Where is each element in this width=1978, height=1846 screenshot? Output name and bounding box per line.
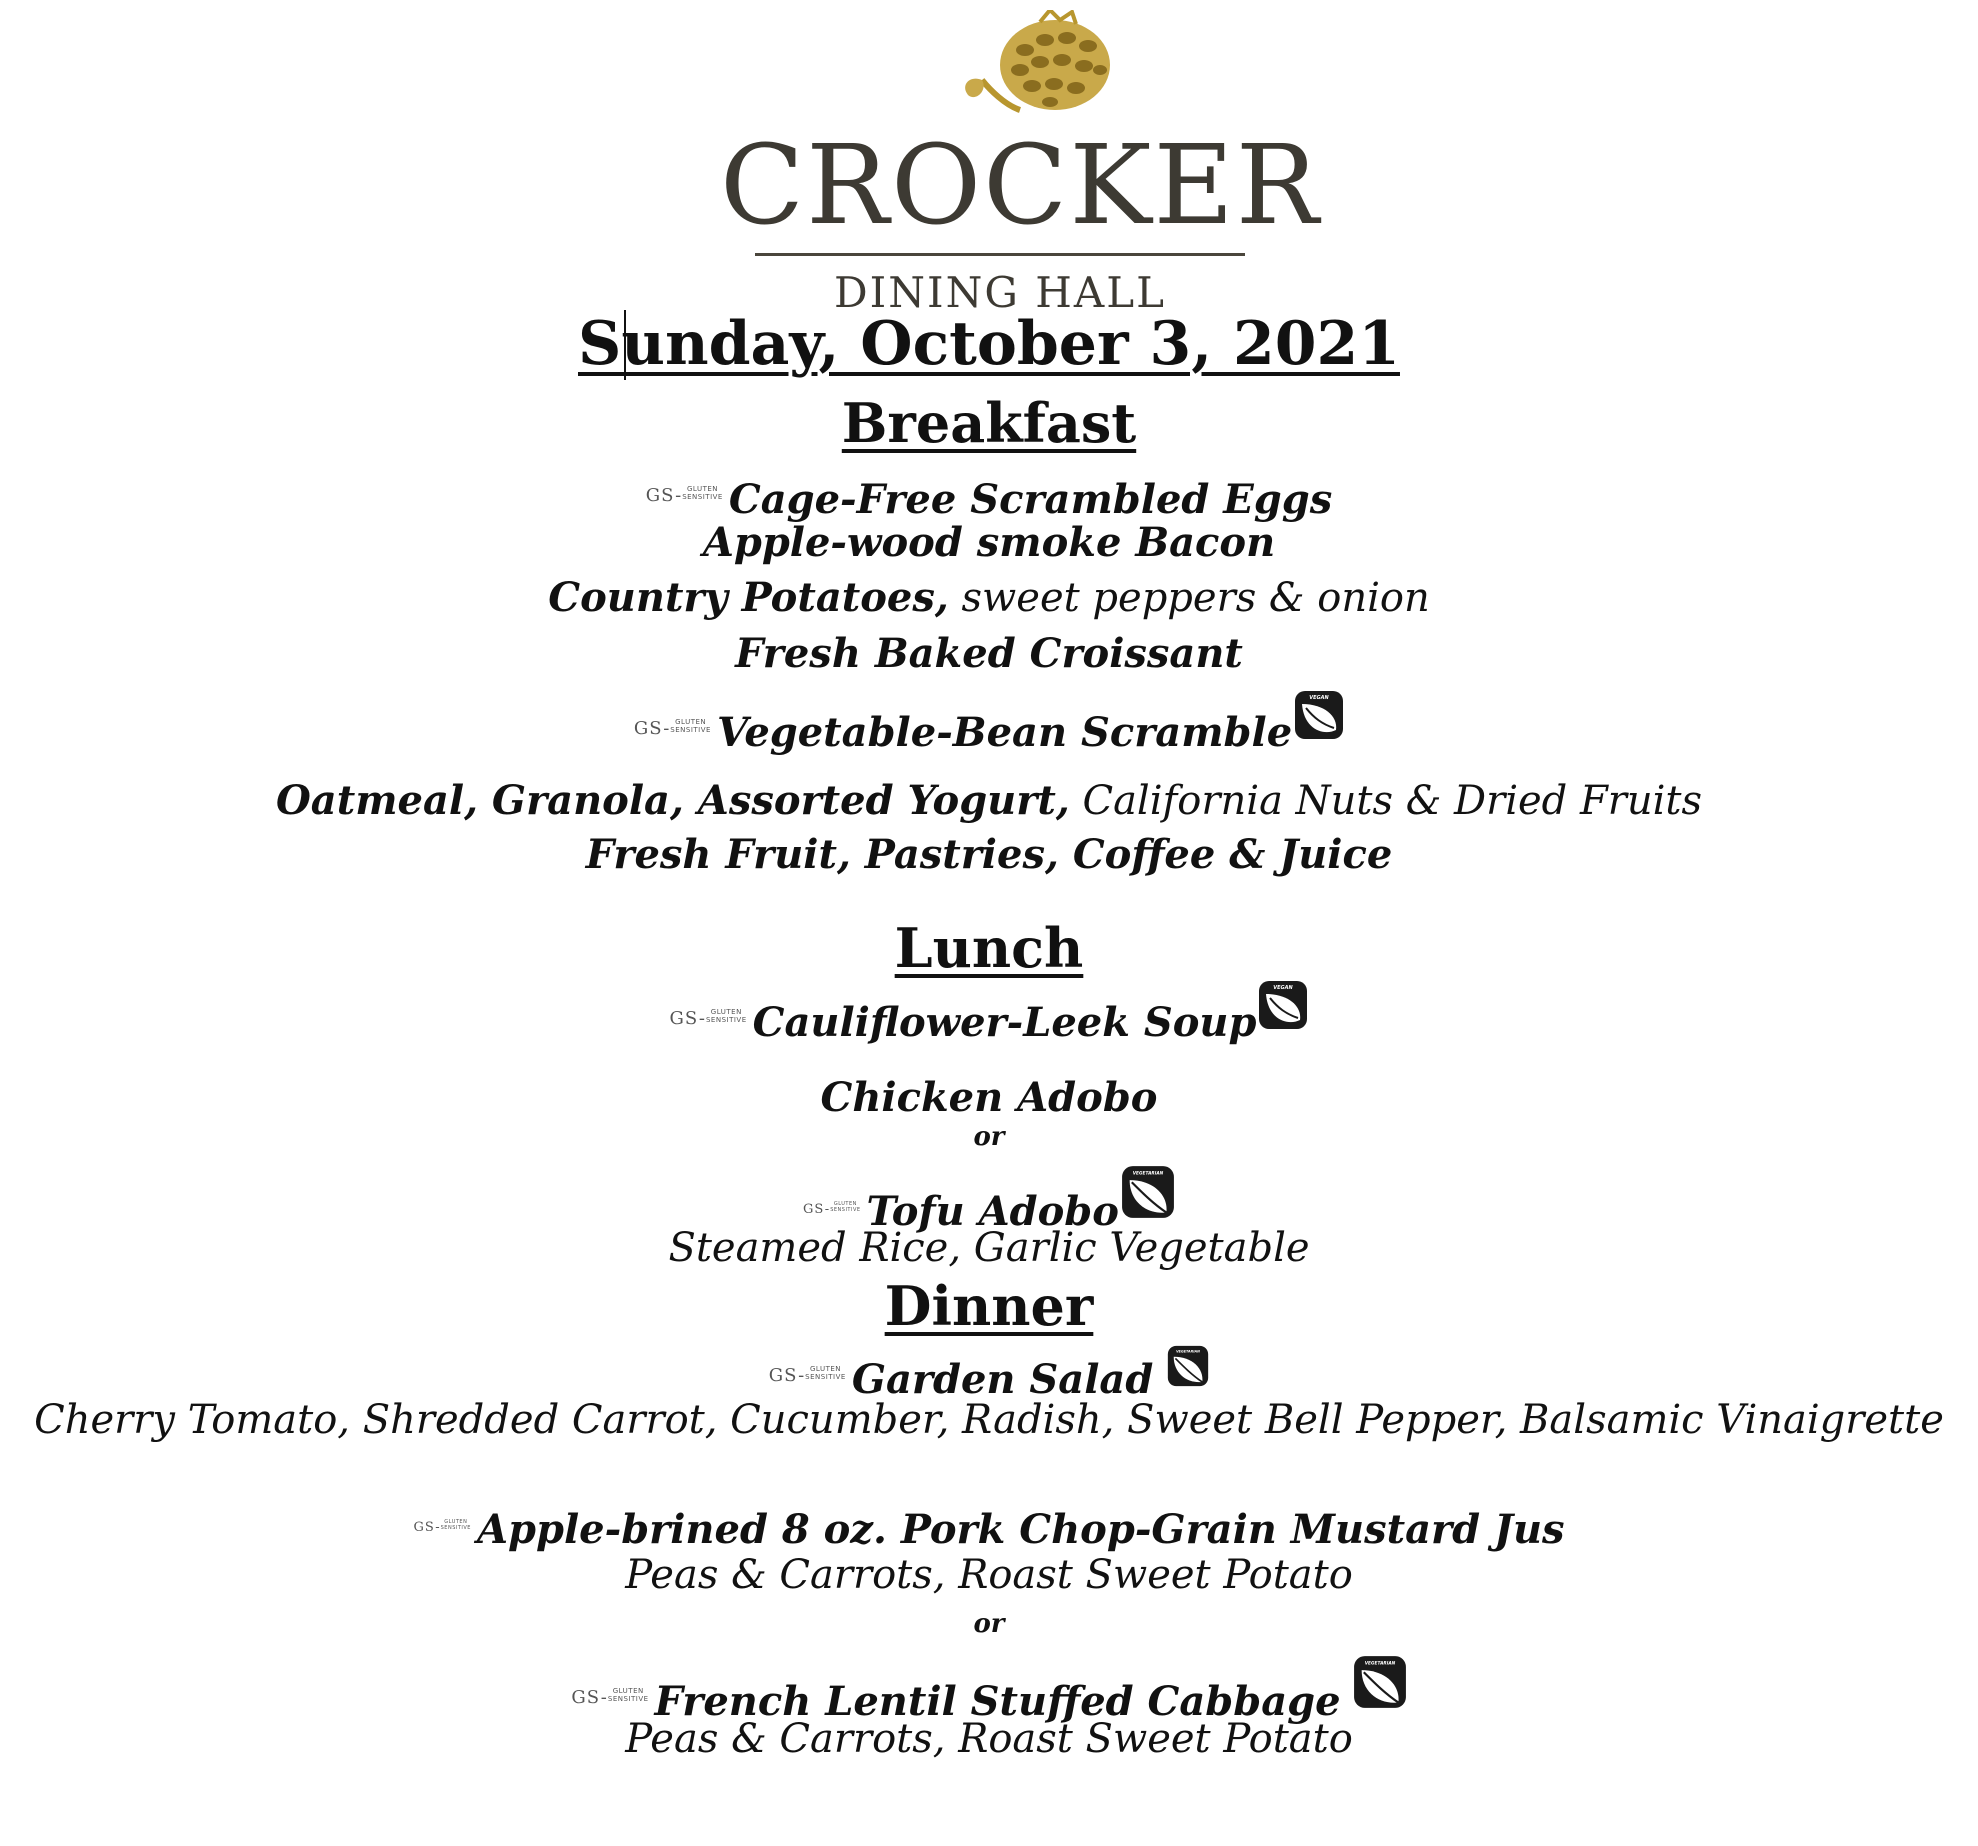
gluten-sensitive-icon: GS- GLUTEN SENSITIVE: [803, 1201, 861, 1217]
breakfast-item-fruit-coffee: Fresh Fruit, Pastries, Coffee & Juice: [585, 831, 1393, 878]
gluten-sensitive-icon: GS- GLUTEN SENSITIVE: [645, 485, 723, 506]
dinner-item-stuffed-cabbage: GS- GLUTEN SENSITIVE French Lentil Stuffed Cabbage VEGETARIAN: [0, 1655, 1978, 1725]
breakfast-item-scrambled-eggs: GS- GLUTEN SENSITIVE Cage-Free Scrambled Eggs: [0, 465, 1978, 523]
svg-text:VEGETARIAN: VEGETARIAN: [1132, 1171, 1164, 1177]
lunch-heading: Lunch: [894, 916, 1084, 980]
breakfast-item-vegetable-bean-scramble: GS- GLUTEN SENSITIVE Vegetable-Bean Scramble VEGAN: [0, 690, 1978, 756]
logo-divider: [755, 253, 1245, 256]
dinner-salad-description: Cherry Tomato, Shredded Carrot, Cucumber, Radish, Sweet Bell Pepper, Balsamic Vinaigrette: [34, 1397, 1944, 1443]
breakfast-item-potatoes: Country Potatoes, sweet peppers & onion: [548, 574, 1430, 621]
gluten-sensitive-icon: GS- GLUTEN SENSITIVE: [413, 1519, 471, 1535]
lunch-item-chicken-adobo: Chicken Adobo: [820, 1074, 1158, 1121]
svg-text:VEGAN: VEGAN: [1309, 695, 1329, 701]
dinner-item-pork-chop: GS- GLUTEN SENSITIVE Apple-brined 8 oz. Pork Chop-Grain Mustard Jus: [0, 1495, 1978, 1553]
lunch-or-separator: or: [973, 1122, 1005, 1152]
gluten-sensitive-icon: GS- GLUTEN SENSITIVE: [669, 1008, 747, 1029]
dinner-or-separator: or: [973, 1609, 1005, 1639]
breakfast-item-bacon: Apple-wood smoke Bacon: [702, 519, 1276, 566]
lunch-sides: Steamed Rice, Garlic Vegetable: [668, 1225, 1310, 1271]
svg-text:VEGETARIAN: VEGETARIAN: [1364, 1661, 1395, 1667]
logo-subtitle: DINING HALL: [834, 268, 1166, 317]
breakfast-heading: Breakfast: [841, 391, 1137, 455]
vegetarian-leaf-icon: [1167, 1345, 1209, 1387]
dinner-pork-sides: Peas & Carrots, Roast Sweet Potato: [625, 1552, 1353, 1598]
menu-date: Sunday, October 3, 2021: [578, 309, 1400, 379]
vegan-leaf-icon: [1294, 690, 1344, 740]
vegan-leaf-icon: [1258, 980, 1308, 1030]
dinner-item-garden-salad: GS- GLUTEN SENSITIVE Garden Salad VEGETARIAN: [0, 1345, 1978, 1403]
logo-wordmark: CROCKER: [720, 121, 1321, 249]
breakfast-item-croissant: Fresh Baked Croissant: [735, 630, 1243, 677]
crocker-logo: [720, 10, 1321, 317]
gluten-sensitive-icon: GS- GLUTEN SENSITIVE: [571, 1687, 649, 1708]
svg-text:VEGETARIAN: VEGETARIAN: [1176, 1349, 1201, 1354]
vegetarian-leaf-icon: [1353, 1655, 1407, 1709]
lunch-item-tofu-adobo: GS- GLUTEN SENSITIVE Tofu Adobo VEGETARIAN: [0, 1165, 1978, 1235]
svg-text:VEGAN: VEGAN: [1273, 985, 1294, 991]
lunch-item-soup: GS- GLUTEN SENSITIVE Cauliflower-Leek Soup VEGAN: [0, 980, 1978, 1046]
dinner-heading: Dinner: [884, 1274, 1094, 1338]
vegetarian-leaf-icon: [1121, 1165, 1175, 1219]
breakfast-item-oatmeal: Oatmeal, Granola, Assorted Yogurt, California Nuts & Dried Fruits: [275, 777, 1703, 824]
gluten-sensitive-icon: GS- GLUTEN SENSITIVE: [768, 1365, 846, 1386]
gluten-sensitive-icon: GS- GLUTEN SENSITIVE: [633, 718, 711, 739]
dinner-cabbage-sides: Peas & Carrots, Roast Sweet Potato: [625, 1716, 1353, 1762]
